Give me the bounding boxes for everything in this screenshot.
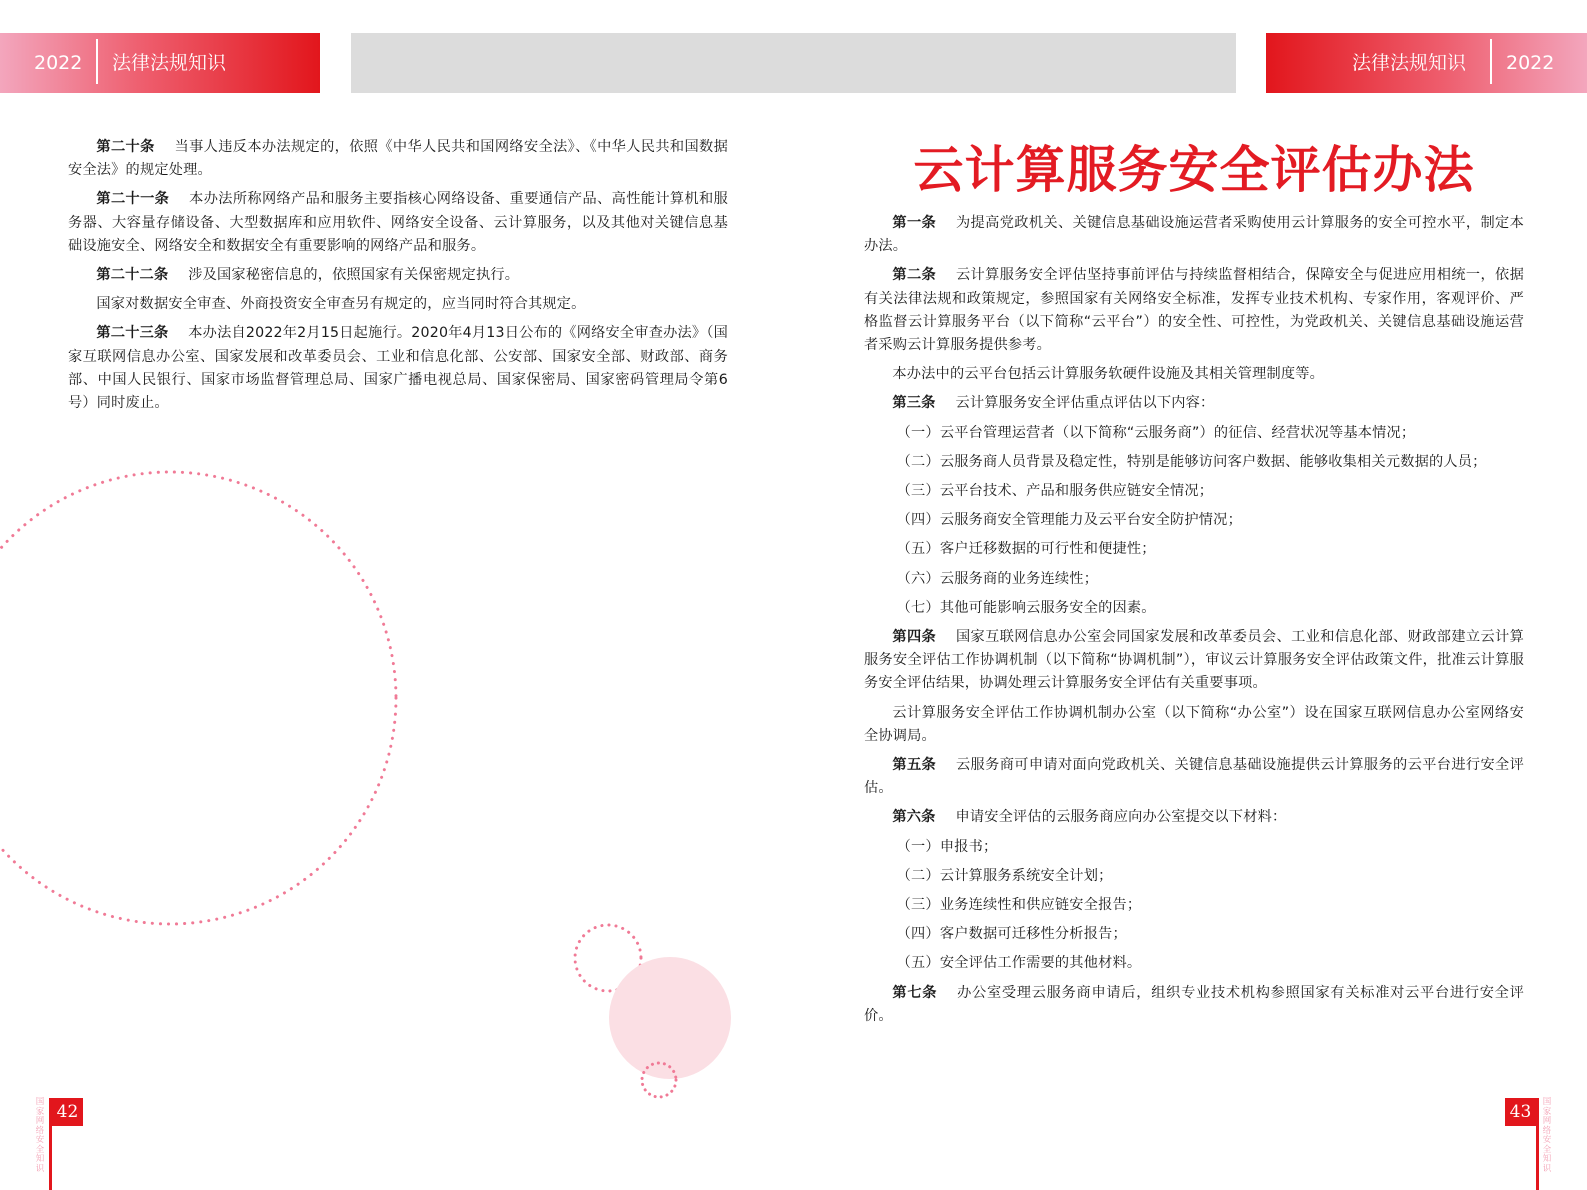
left-paragraph	[68, 188, 728, 258]
right-paragraph	[864, 982, 1524, 1028]
list-item	[864, 422, 1524, 445]
article-text: 云服务商可申请对面向党政机关、关键信息基础设施提供云计算服务的云平台进行安全评估。	[864, 757, 1524, 797]
header-left-year: 2022	[34, 52, 83, 74]
article-text: 云计算服务安全评估重点评估以下内容：	[955, 395, 1215, 412]
article-text: （五）客户迁移数据的可行性和便捷性；	[896, 541, 1156, 558]
article-text: （一）申报书；	[896, 838, 998, 855]
left-page-number: 42	[52, 1098, 83, 1126]
article-text: （四）云服务商安全管理能力及云平台安全防护情况；	[896, 512, 1242, 529]
right-page-number: 43	[1505, 1098, 1536, 1126]
article-text: 涉及国家秘密信息的，依照国家有关保密规定执行。	[188, 267, 520, 284]
article-number: 第二十二条	[96, 267, 169, 284]
article-text: （三）云平台技术、产品和服务供应链安全情况；	[896, 483, 1214, 500]
right-paragraph	[864, 754, 1524, 800]
article-number: 第二十三条	[96, 325, 169, 342]
left-side-text: 国家网络安全知识	[35, 1097, 45, 1174]
article-text: 当事人违反本办法规定的，依照《中华人民共和国网络安全法》、《中华人民共和国数据安全法》的规定处理。	[68, 139, 728, 179]
list-item	[864, 538, 1524, 561]
large-dotted-circle	[0, 472, 396, 924]
left-paragraph	[68, 136, 728, 182]
article-text: （三）业务连续性和供应链安全报告；	[896, 897, 1142, 914]
list-item	[864, 568, 1524, 591]
list-item	[864, 836, 1524, 859]
article-text: 云计算服务安全评估坚持事前评估与持续监督相结合，保障安全与促进应用相统一，依据有关法律法规和政策规定，参照国家有关网络安全标准，发挥专业技术机构、专家作用，客观评价、严格监督云计算服务平台（以下简称“云平台”）的安全性、可控性，为党政机关、关键信息基础设施运营者采购云计算服务提供参考。	[864, 267, 1524, 354]
right-paragraph	[864, 363, 1524, 386]
right-paragraph	[864, 392, 1524, 415]
left-paragraph	[68, 322, 728, 415]
right-side-text: 国家网络安全知识	[1542, 1097, 1552, 1174]
article-number: 第六条	[892, 809, 936, 826]
article-text: （五）安全评估工作需要的其他材料。	[896, 955, 1142, 972]
pink-filled-circle	[609, 957, 731, 1079]
article-text: 国家互联网信息办公室会同国家发展和改革委员会、工业和信息化部、财政部建立云计算服务安全评估工作协调机制（以下简称“协调机制”），审议云计算服务安全评估政策文件，批准云计算服务安全评估结果，协调处理云计算服务安全评估有关重要事项。	[864, 629, 1524, 692]
list-item	[864, 865, 1524, 888]
article-text: （六）云服务商的业务连续性；	[896, 570, 1099, 587]
list-item	[864, 509, 1524, 532]
right-page-bar	[1536, 1098, 1539, 1190]
list-item	[864, 952, 1524, 975]
article-text: 国家对数据安全审查、外商投资安全审查另有规定的，应当同时符合其规定。	[96, 296, 586, 313]
article-number: 第三条	[892, 395, 936, 412]
article-text: 申请安全评估的云服务商应向办公室提交以下材料：	[955, 809, 1287, 826]
left-paragraph	[68, 264, 728, 287]
list-item	[864, 597, 1524, 620]
list-item	[864, 480, 1524, 503]
list-item	[864, 894, 1524, 917]
document-title: 云计算服务安全评估办法	[913, 141, 1475, 199]
right-paragraph	[864, 212, 1524, 258]
article-number: 第四条	[892, 629, 937, 646]
right-paragraph	[864, 702, 1524, 748]
right-paragraph	[864, 806, 1524, 829]
header-right-title: 法律法规知识	[1352, 52, 1467, 74]
article-number: 第五条	[892, 757, 937, 774]
article-number: 第一条	[892, 215, 937, 231]
list-item	[864, 451, 1524, 474]
article-text: （二）云服务商人员背景及稳定性，特别是能够访问客户数据、能够收集相关元数据的人员；	[896, 453, 1487, 470]
article-text: （一）云平台管理运营者（以下简称“云服务商”）的征信、经营状况等基本情况；	[896, 424, 1416, 441]
article-number: 第二条	[892, 267, 937, 284]
article-text: 云计算服务安全评估工作协调机制办公室（以下简称“办公室”）设在国家互联网信息办公室网络安全协调局。	[864, 704, 1524, 744]
left-page-text	[68, 136, 728, 421]
right-paragraph	[864, 264, 1524, 357]
left-paragraph	[68, 293, 728, 316]
article-text: 本办法所称网络产品和服务主要指核心网络设备、重要通信产品、高性能计算机和服务器、大容量存储设备、大型数据库和应用软件、网络安全设备、云计算服务，以及其他对关键信息基础设施安全、网络安全和数据安全有重要影响的网络产品和服务。	[68, 191, 728, 254]
right-page-text	[864, 212, 1524, 1034]
article-text: 为提高党政机关、关键信息基础设施运营者采购使用云计算服务的安全可控水平，制定本办法。	[864, 215, 1524, 255]
header-right-year: 2022	[1506, 52, 1555, 74]
header-left-title: 法律法规知识	[112, 52, 227, 74]
article-text: （二）云计算服务系统安全计划；	[896, 867, 1113, 884]
list-item	[864, 923, 1524, 946]
article-text: （四）客户数据可迁移性分析报告；	[896, 926, 1127, 943]
article-text: 本办法中的云平台包括云计算服务软硬件设施及其相关管理制度等。	[892, 366, 1325, 383]
article-text: 办公室受理云服务商申请后，组织专业技术机构参照国家有关标准对云平台进行安全评价。	[864, 984, 1524, 1024]
article-text: （七）其他可能影响云服务安全的因素。	[896, 599, 1156, 616]
article-number: 第七条	[892, 984, 938, 1001]
article-number: 第二十条	[96, 139, 155, 155]
article-number: 第二十一条	[96, 191, 170, 208]
article-text: 本办法自2022年2月15日起施行。2020年4月13日公布的《网络安全审查办法》（国家互联网信息办公室、国家发展和改革委员会、工业和信息化部、公安部、国家安全部、财政部、商务部、中国人民银行、国家市场监督管理总局、国家广播电视总局、国家保密局、国家密码管理局令第6号）同时废止。	[68, 325, 728, 412]
right-paragraph	[864, 626, 1524, 696]
